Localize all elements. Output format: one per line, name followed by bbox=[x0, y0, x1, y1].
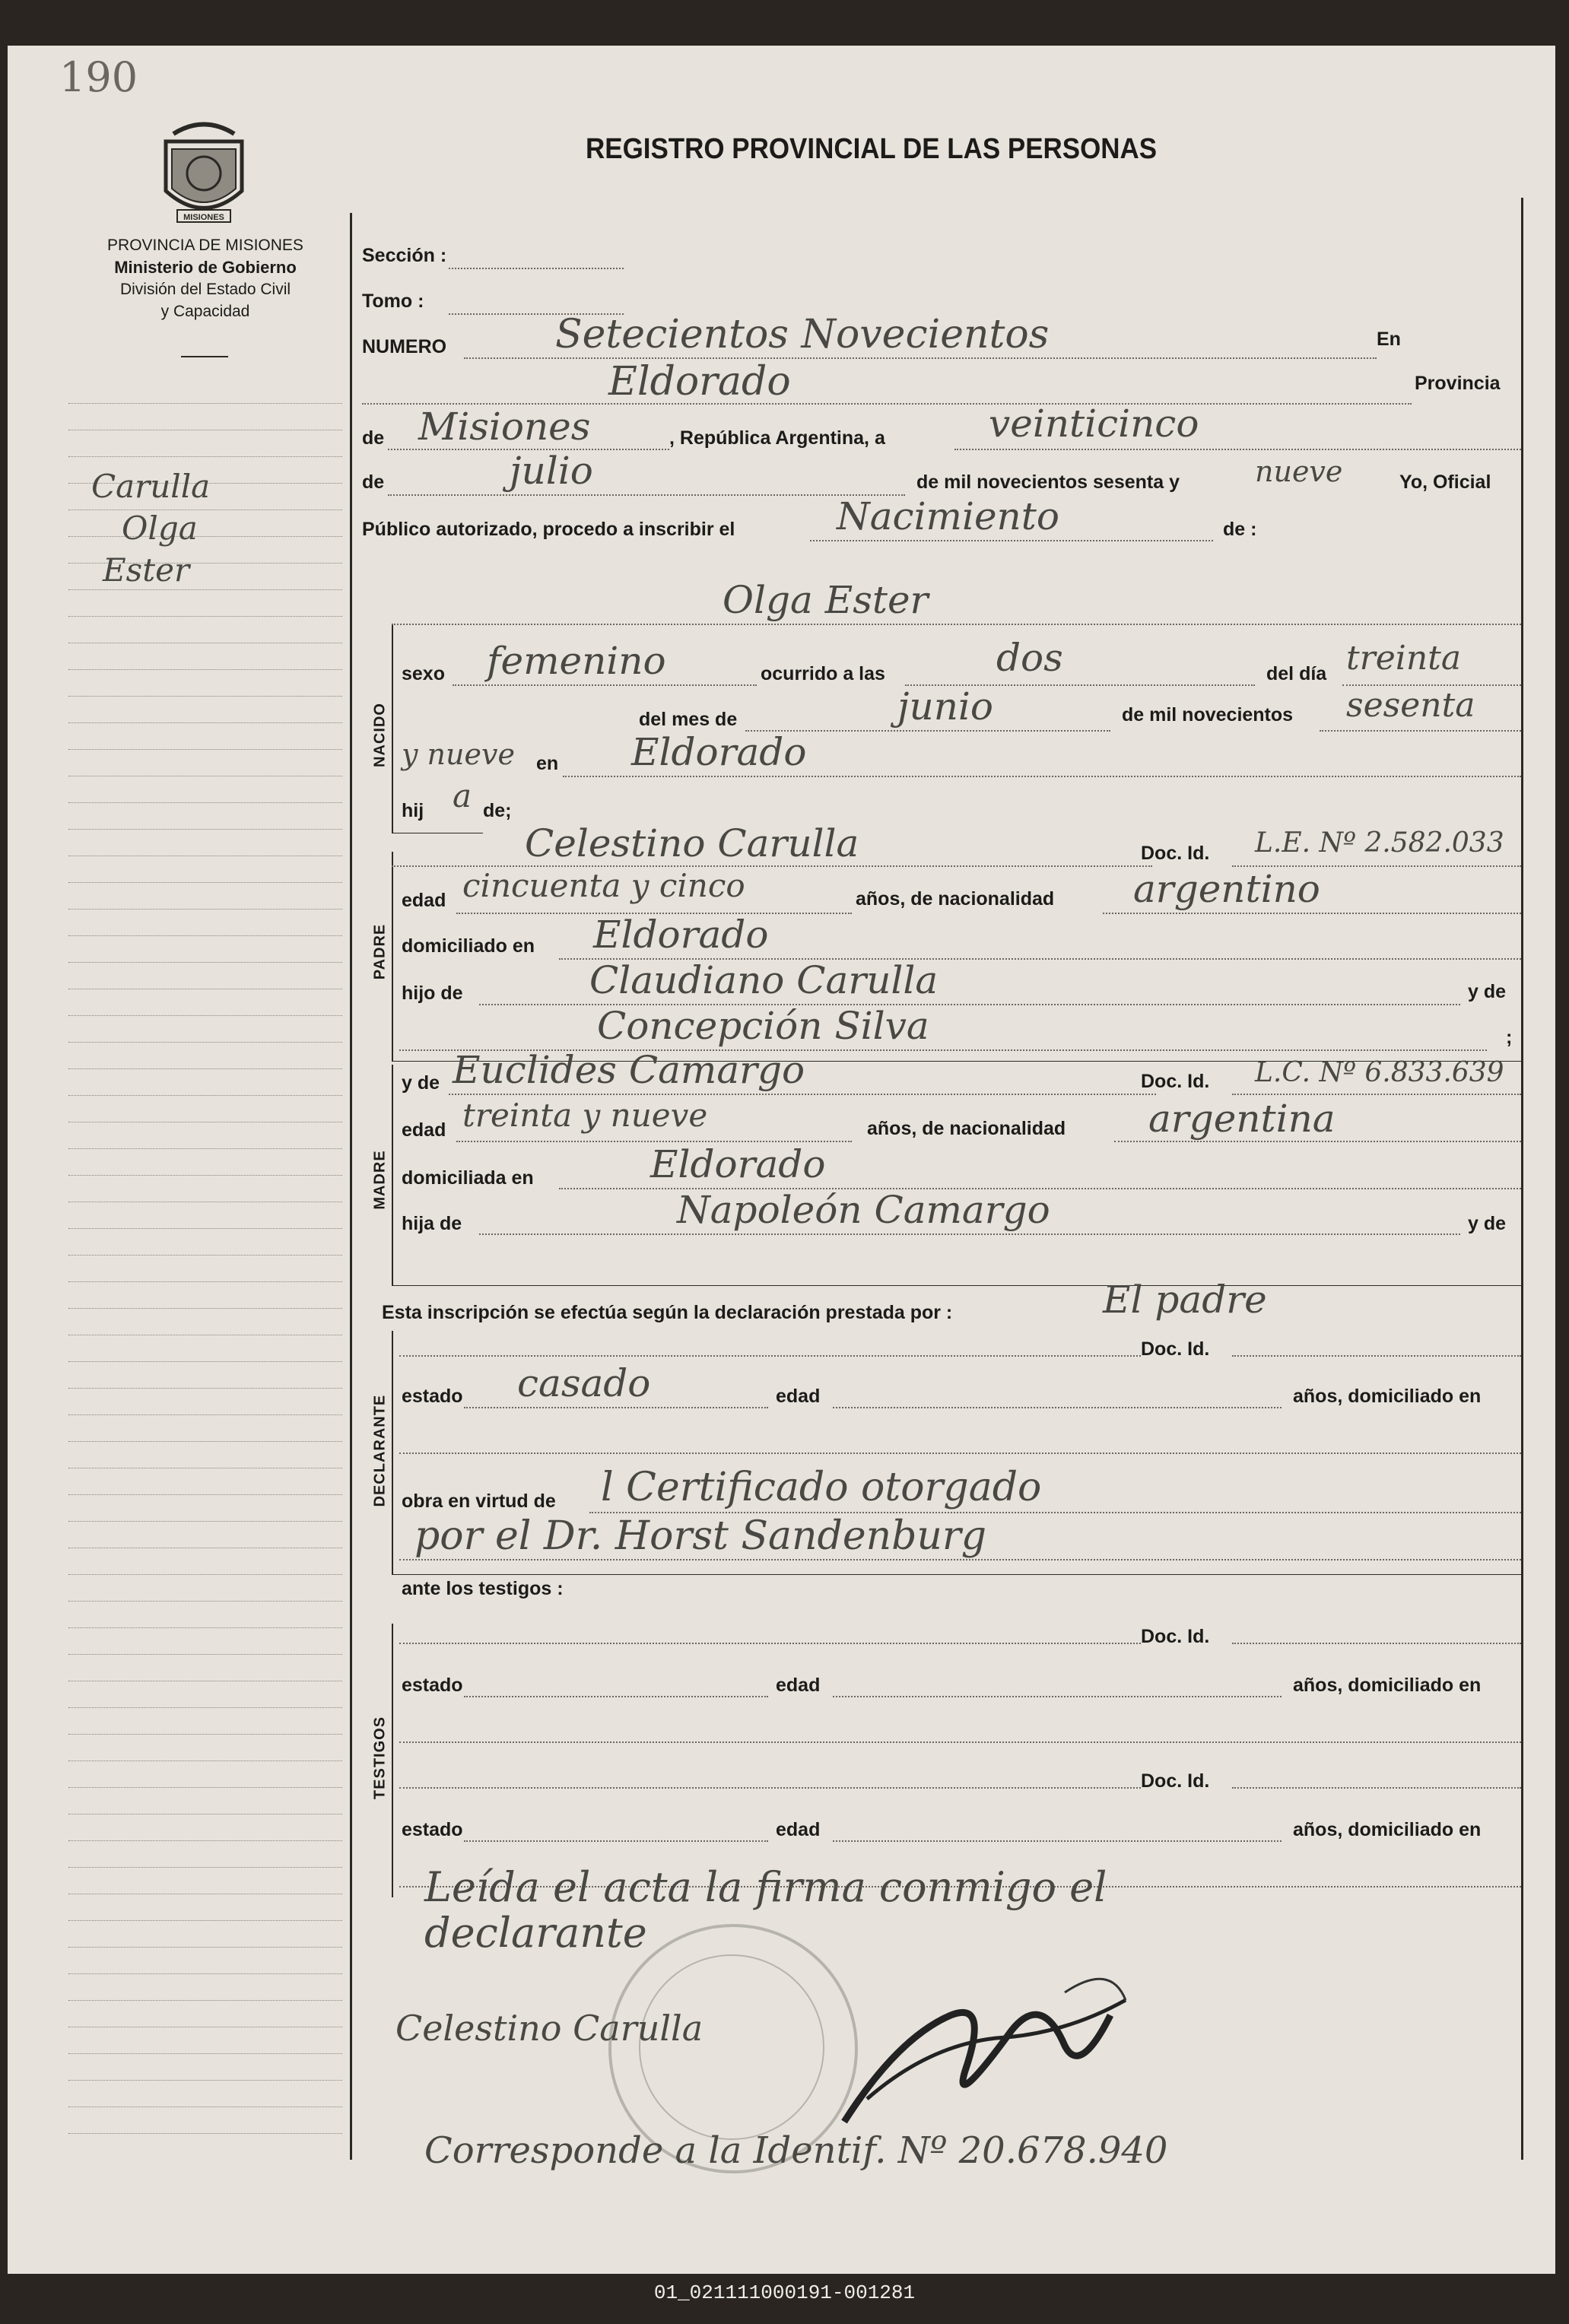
label-estado-testigo-1: estado bbox=[402, 1675, 463, 1696]
section-nacido: NACIDO bbox=[371, 703, 389, 767]
label-y-de-madre-2: y de bbox=[1468, 1213, 1507, 1234]
hw-mes-inscripcion: julio bbox=[510, 449, 593, 493]
hw-declarante: El padre bbox=[1103, 1278, 1267, 1322]
registry-page bbox=[8, 46, 1555, 2274]
hw-padre-doc: L.E. Nº 2.582.033 bbox=[1255, 827, 1504, 859]
hw-padre-nac: argentino bbox=[1133, 867, 1320, 911]
hw-numero: Setecientos Novecientos bbox=[555, 312, 1050, 357]
hw-anio-nac-1: sesenta bbox=[1346, 686, 1475, 725]
org-capacity: y Capacidad bbox=[160, 303, 250, 320]
hw-padre-dom: Eldorado bbox=[593, 913, 769, 957]
org-province: PROVINCIA DE MISIONES bbox=[107, 237, 303, 254]
left-border-line bbox=[350, 213, 352, 2160]
hw-acto: Nacimiento bbox=[837, 494, 1059, 538]
hw-lugar-nac: Eldorado bbox=[631, 730, 807, 774]
hw-abuelo-m: Napoleón Camargo bbox=[677, 1188, 1050, 1232]
hw-abuela-p: Concepción Silva bbox=[597, 1004, 929, 1048]
label-en-2: en bbox=[536, 753, 559, 774]
label-de-semi: de; bbox=[483, 800, 512, 821]
label-seccion: Sección : bbox=[362, 245, 447, 266]
hw-mes-nac: junio bbox=[897, 684, 994, 729]
hw-padre: Celestino Carulla bbox=[525, 821, 859, 865]
hw-cierre-2: declarante bbox=[424, 1909, 647, 1957]
hw-firma-declarante: Celestino Carulla bbox=[395, 2008, 704, 2049]
label-provincia: Provincia bbox=[1415, 373, 1501, 394]
hw-dia-nac: treinta bbox=[1346, 639, 1462, 678]
label-doc-id-padre: Doc. Id. bbox=[1141, 843, 1210, 864]
org-block bbox=[53, 234, 357, 322]
label-del-mes: del mes de bbox=[639, 709, 738, 730]
margin-second-name: Ester bbox=[103, 551, 190, 589]
hw-madre-doc: L.C. Nº 6.833.639 bbox=[1255, 1057, 1504, 1088]
label-domiciliado-padre: domiciliado en bbox=[402, 935, 535, 957]
hw-madre: Euclides Camargo bbox=[453, 1048, 805, 1092]
label-y-de-padre: y de bbox=[1468, 981, 1507, 1002]
hw-nombre: Olga Ester bbox=[723, 578, 929, 622]
page-number: 190 bbox=[59, 53, 138, 101]
label-edad-padre: edad bbox=[402, 890, 446, 911]
hw-abuelo-p: Claudiano Carulla bbox=[589, 958, 939, 1002]
label-estado-declarante: estado bbox=[402, 1386, 463, 1407]
hw-cierre-1: Leída el acta la firma conmigo el bbox=[424, 1863, 1107, 1911]
footer-id: 01_021111000191-001281 bbox=[653, 2281, 916, 2304]
section-declarante: DECLARANTE bbox=[371, 1394, 389, 1507]
section-testigos: TESTIGOS bbox=[371, 1716, 389, 1800]
label-obra: obra en virtud de bbox=[402, 1491, 556, 1512]
hw-corresponde: Corresponde a la Identif. Nº 20.678.940 bbox=[424, 2129, 1168, 2172]
registry-title: REGISTRO PROVINCIAL DE LAS PERSONAS bbox=[586, 133, 1158, 165]
label-de-1: de bbox=[362, 427, 385, 449]
label-doc-id-madre: Doc. Id. bbox=[1141, 1071, 1210, 1092]
label-edad-madre: edad bbox=[402, 1119, 446, 1141]
label-ante: ante los testigos : bbox=[402, 1578, 564, 1599]
label-anios-dom-testigo-2: años, domiciliado en bbox=[1293, 1819, 1482, 1840]
hw-sexo: femenino bbox=[487, 639, 666, 683]
margin-surname: Carulla bbox=[91, 468, 211, 505]
margin-first-name: Olga bbox=[122, 510, 198, 547]
label-publico: Público autorizado, procedo a inscribir el bbox=[362, 519, 735, 540]
label-edad-testigo-2: edad bbox=[776, 1819, 821, 1840]
label-anios-nac-madre: años, de nacionalidad bbox=[867, 1118, 1066, 1139]
label-sexo: sexo bbox=[402, 663, 445, 684]
hw-madre-dom: Eldorado bbox=[650, 1142, 826, 1186]
label-ocurrido: ocurrido a las bbox=[761, 663, 885, 684]
label-anios-dom-testigo-1: años, domiciliado en bbox=[1293, 1675, 1482, 1696]
seal-text: MISIONES bbox=[183, 213, 224, 222]
right-border-line bbox=[1521, 198, 1523, 2160]
hw-estado: casado bbox=[517, 1361, 651, 1405]
label-en: En bbox=[1377, 329, 1401, 350]
label-doc-id-testigo-1: Doc. Id. bbox=[1141, 1626, 1210, 1647]
label-y-de-madre: y de bbox=[402, 1072, 440, 1094]
label-anios-dom-declarante: años, domiciliado en bbox=[1293, 1386, 1482, 1407]
label-yo-oficial: Yo, Oficial bbox=[1399, 471, 1491, 493]
label-hija-de: hija de bbox=[402, 1213, 462, 1234]
label-del-dia: del día bbox=[1266, 663, 1327, 684]
hw-padre-edad: cincuenta y cinco bbox=[462, 867, 745, 904]
hw-anio-nac-2: y nueve bbox=[402, 738, 515, 771]
label-doc-id-testigo-2: Doc. Id. bbox=[1141, 1770, 1210, 1792]
org-ministry: Ministerio de Gobierno bbox=[114, 258, 297, 277]
misiones-seal-icon bbox=[151, 119, 257, 233]
org-division: División del Estado Civil bbox=[119, 281, 291, 298]
hw-dia-inscripcion: veinticinco bbox=[989, 402, 1199, 446]
label-de-mil-nov: de mil novecientos bbox=[1122, 704, 1294, 725]
label-de-2: de bbox=[362, 471, 385, 493]
hw-obra-2: por el Dr. Horst Sandenburg bbox=[414, 1513, 987, 1559]
label-estado-testigo-2: estado bbox=[402, 1819, 463, 1840]
label-domiciliada-madre: domiciliada en bbox=[402, 1167, 534, 1189]
label-doc-id-declarante: Doc. Id. bbox=[1141, 1338, 1210, 1360]
label-tomo: Tomo : bbox=[362, 290, 424, 312]
section-padre: PADRE bbox=[371, 923, 389, 980]
hw-madre-edad: treinta y nueve bbox=[462, 1097, 708, 1134]
hw-anio-inscripcion: nueve bbox=[1255, 455, 1343, 488]
label-mil-novecientos: de mil novecientos sesenta y bbox=[916, 471, 1180, 493]
label-hij: hij bbox=[402, 800, 424, 821]
label-anios-nac-padre: años, de nacionalidad bbox=[856, 888, 1055, 910]
official-signature-icon bbox=[837, 1947, 1156, 2145]
hw-obra-1: l Certificado otorgado bbox=[601, 1465, 1042, 1510]
label-hijo-de: hijo de bbox=[402, 983, 463, 1004]
hw-hij-suffix: a bbox=[453, 777, 472, 814]
label-numero: NUMERO bbox=[362, 336, 447, 357]
hw-provincia: Misiones bbox=[418, 405, 591, 449]
label-edad-testigo-1: edad bbox=[776, 1675, 821, 1696]
label-republica: , República Argentina, a bbox=[669, 427, 885, 449]
label-semicolon: ; bbox=[1506, 1027, 1513, 1048]
hw-madre-nac: argentina bbox=[1148, 1097, 1336, 1141]
hw-lugar: Eldorado bbox=[608, 359, 791, 405]
label-inscripcion: Esta inscripción se efectúa según la declaración prestada por : bbox=[382, 1302, 953, 1323]
label-edad-declarante: edad bbox=[776, 1386, 821, 1407]
hw-hora: dos bbox=[996, 636, 1063, 680]
section-madre: MADRE bbox=[371, 1150, 389, 1210]
label-de-3: de : bbox=[1223, 519, 1257, 540]
org-underline bbox=[181, 356, 228, 357]
